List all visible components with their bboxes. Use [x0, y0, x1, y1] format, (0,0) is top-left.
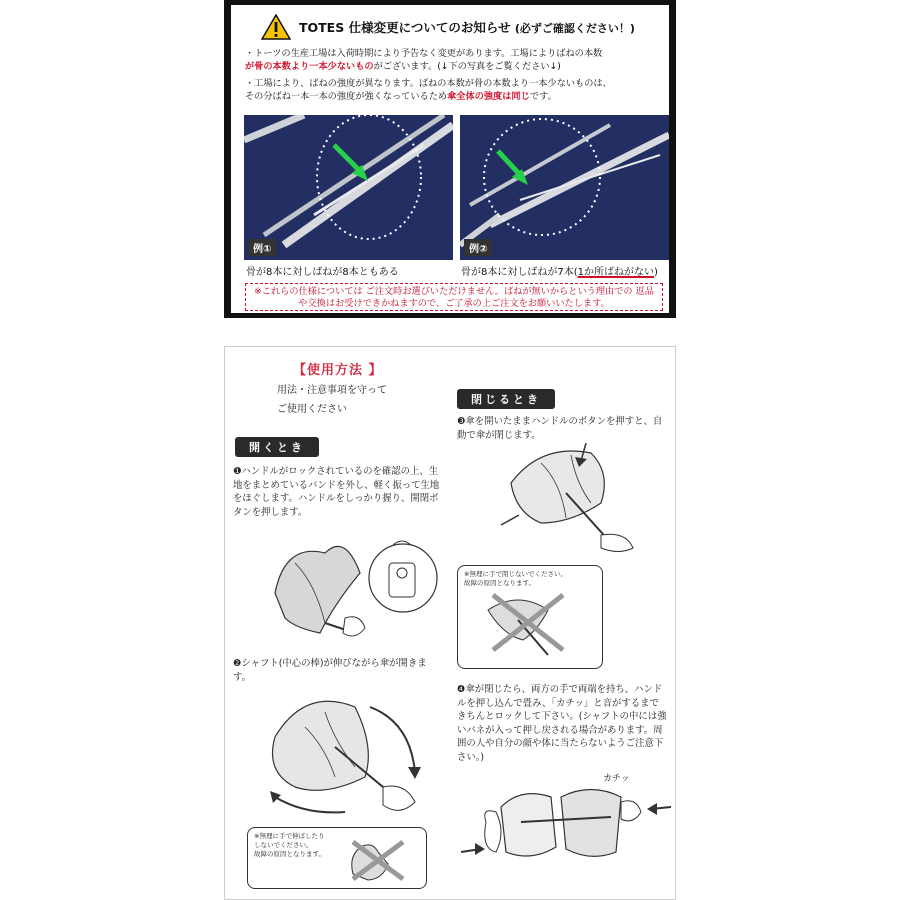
warn-open-line3: 故障の原因となります。 — [254, 850, 325, 858]
close-prohibit-illustration — [478, 590, 578, 666]
notice-header — [261, 13, 661, 41]
step4-illustration — [461, 777, 671, 889]
open-section-label: 開くとき — [235, 437, 319, 457]
photo-example-2 — [460, 115, 669, 260]
warn-open-line2: しないでください。 — [254, 841, 313, 849]
usage-intro — [277, 381, 387, 419]
notice-bullet-strength — [245, 77, 663, 103]
bullet2-highlight: 傘全体の強度は同じ — [447, 91, 530, 102]
bullet1-text-c: がございます。(↓下の写真をご覧ください↓) — [373, 61, 561, 72]
usage-title: 【使用方法 】 — [293, 363, 383, 378]
step-4-text: ❹傘が閉じたら、両方の手で両端を持ち、ハンドルを押し込んで畳み、「カチッ」と音がするまできちんとロックして下さい。(シャフトの中には強いバネが入って押し戻される場合があります。周囲の人や自分の顔や体に当たらないようご注意下さい。) — [457, 684, 667, 763]
warn-open-line1: ※無理に手で伸ばしたり — [254, 832, 325, 840]
bullet1-text-a: ・トーツの生産工場は入荷時期により予告なく変更があります。工場によりばねの本数 — [245, 48, 603, 59]
step-2-text: ❷シャフト(中心の棒)が伸びながら傘が開きます。 — [233, 658, 427, 683]
photo-example-1 — [244, 115, 453, 260]
close-section-label: 閉じるとき — [457, 389, 555, 409]
usage-instructions — [224, 346, 676, 900]
notice-title — [299, 18, 635, 36]
photo1-tag: 例① — [248, 239, 276, 256]
step1-illustration — [265, 533, 445, 645]
intro-line2: ご使用ください — [277, 404, 347, 415]
bullet2-text-b: その分ばね一本一本の強度が強くなっているため — [245, 91, 448, 102]
notice-bullets — [245, 47, 663, 107]
hand-prohibit-icon — [343, 834, 413, 884]
photo2-caption — [461, 263, 658, 278]
caption2-text-a: 骨が8本に対しばねが7本( — [461, 267, 578, 278]
kachi-sound-label: カチッ — [603, 774, 630, 784]
notice-title-text: TOTES 仕様変更についてのお知らせ — [299, 20, 511, 35]
bullet2-text-a: ・工場により、ばねの強度が異なります。ばねの本数が骨の本数より一本少ないものは、 — [245, 78, 612, 89]
open-warning-text — [254, 832, 325, 859]
step-1-text: ❶ハンドルがロックされているのを確認の上、生地をまとめているバンドを外し、軽く振って生地をほぐします。ハンドルをしっかり握り、開閉ボタンを押します。 — [233, 466, 440, 518]
warning-icon — [261, 14, 291, 40]
caption2-underline: 1か所ばねがない — [577, 267, 655, 278]
close-warning-text — [464, 570, 567, 588]
warn-close-line2: 故障の原因となります。 — [464, 579, 535, 587]
intro-line1: 用法・注意事項を守って — [277, 385, 387, 396]
bullet1-highlight: が骨の本数より一本少ないもの — [245, 61, 374, 72]
step3-illustration — [501, 443, 641, 555]
step2-illustration — [265, 687, 435, 825]
open-warning-box — [247, 827, 427, 889]
notice-title-note: (必ずご確認ください！) — [514, 22, 635, 35]
warn-close-line1: ※無理に手で閉じないでください。 — [464, 570, 567, 578]
bullet2-text-d: です。 — [529, 91, 557, 102]
photo1-caption: 骨が8本に対しばねが8本ともある — [246, 267, 399, 278]
spec-change-notice — [224, 0, 676, 318]
step-3-text: ❸傘を開いたままハンドルのボタンを押すと、自動で傘が閉じます。 — [457, 416, 663, 441]
notice-body — [231, 5, 669, 313]
photo2-tag: 例② — [464, 239, 492, 256]
notice-bullet-factory — [245, 47, 663, 73]
close-warning-box — [457, 565, 603, 669]
caption2-text-c: ) — [654, 267, 658, 278]
notice-footer-disclaimer: ※これらの仕様については ご注文時お選びいただけません。ばねが無いからという理由での 返品や交換はお受けできかねますので、ご了承の上ご注文をお願いいたします。 — [245, 283, 663, 311]
